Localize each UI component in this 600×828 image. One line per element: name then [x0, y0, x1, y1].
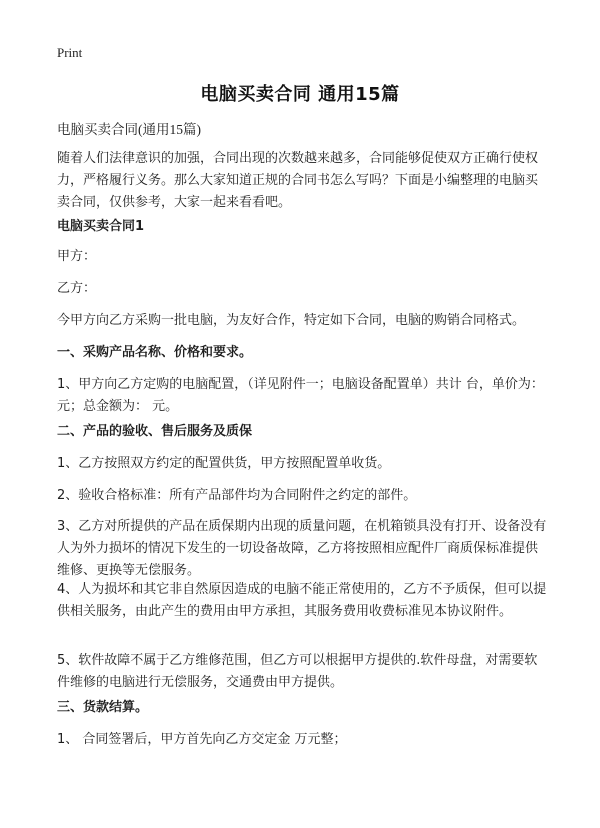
- section-2-item-3: 3、乙方对所提供的产品在质保期内出现的质量问题，在机箱锁具没有打开、设备没有人为外力损坏的情况下发生的一切设备故障，乙方将按照相应配件厂商质保标准提供维修、更换等无偿服务。: [57, 519, 547, 578]
- section-3-heading: 三、货款结算。: [57, 700, 149, 715]
- section-2-item-1: 1、乙方按照双方约定的配置供货，甲方按照配置单收货。: [57, 456, 391, 471]
- section-2-item-2: 2、验收合格标准：所有产品部件均为合同附件之约定的部件。: [57, 488, 417, 503]
- section-1-item-1: 1、甲方向乙方定购的电脑配置，（详见附件一；电脑设备配置单）共计 台，单价为： 元；总金额为： 元。: [57, 377, 544, 414]
- section-2-item-4: 4、人为损坏和其它非自然原因造成的电脑不能正常使用的，乙方不予质保，但可以提供相关服务，由此产生的费用由甲方承担，其服务费用收费标准见本协议附件。: [57, 582, 547, 619]
- section-2-heading: 二、产品的验收、售后服务及质保: [57, 424, 253, 439]
- contract-heading: 电脑买卖合同1: [57, 219, 145, 234]
- section-3-item-1: 1、 合同签署后，甲方首先向乙方交定金 万元整；: [57, 732, 347, 747]
- section-1-heading: 一、采购产品名称、价格和要求。: [57, 345, 253, 360]
- print-link[interactable]: Print: [57, 45, 83, 60]
- section-2-item-5: 5、软件故障不属于乙方维修范围，但乙方可以根据甲方提供的.软件母盘，对需要软件维修的电脑进行无偿服务，交通费由甲方提供。: [57, 653, 538, 690]
- party-b-line: 乙方：: [57, 281, 97, 296]
- document-subtitle: 电脑买卖合同(通用15篇): [57, 122, 201, 137]
- preamble-paragraph: 今甲方向乙方采购一批电脑，为友好合作，特定如下合同，电脑的购销合同格式。: [57, 313, 526, 328]
- intro-paragraph: 随着人们法律意识的加强，合同出现的次数越来越多，合同能够促使双方正确行使权力，严格履行义务。那么大家知道正规的合同书怎么写吗？下面是小编整理的电脑买卖合同，仅供参考，大家一起来看看吧。: [57, 151, 539, 210]
- party-a-line: 甲方：: [57, 249, 97, 264]
- document-title: 电脑买卖合同 通用15篇: [200, 84, 400, 105]
